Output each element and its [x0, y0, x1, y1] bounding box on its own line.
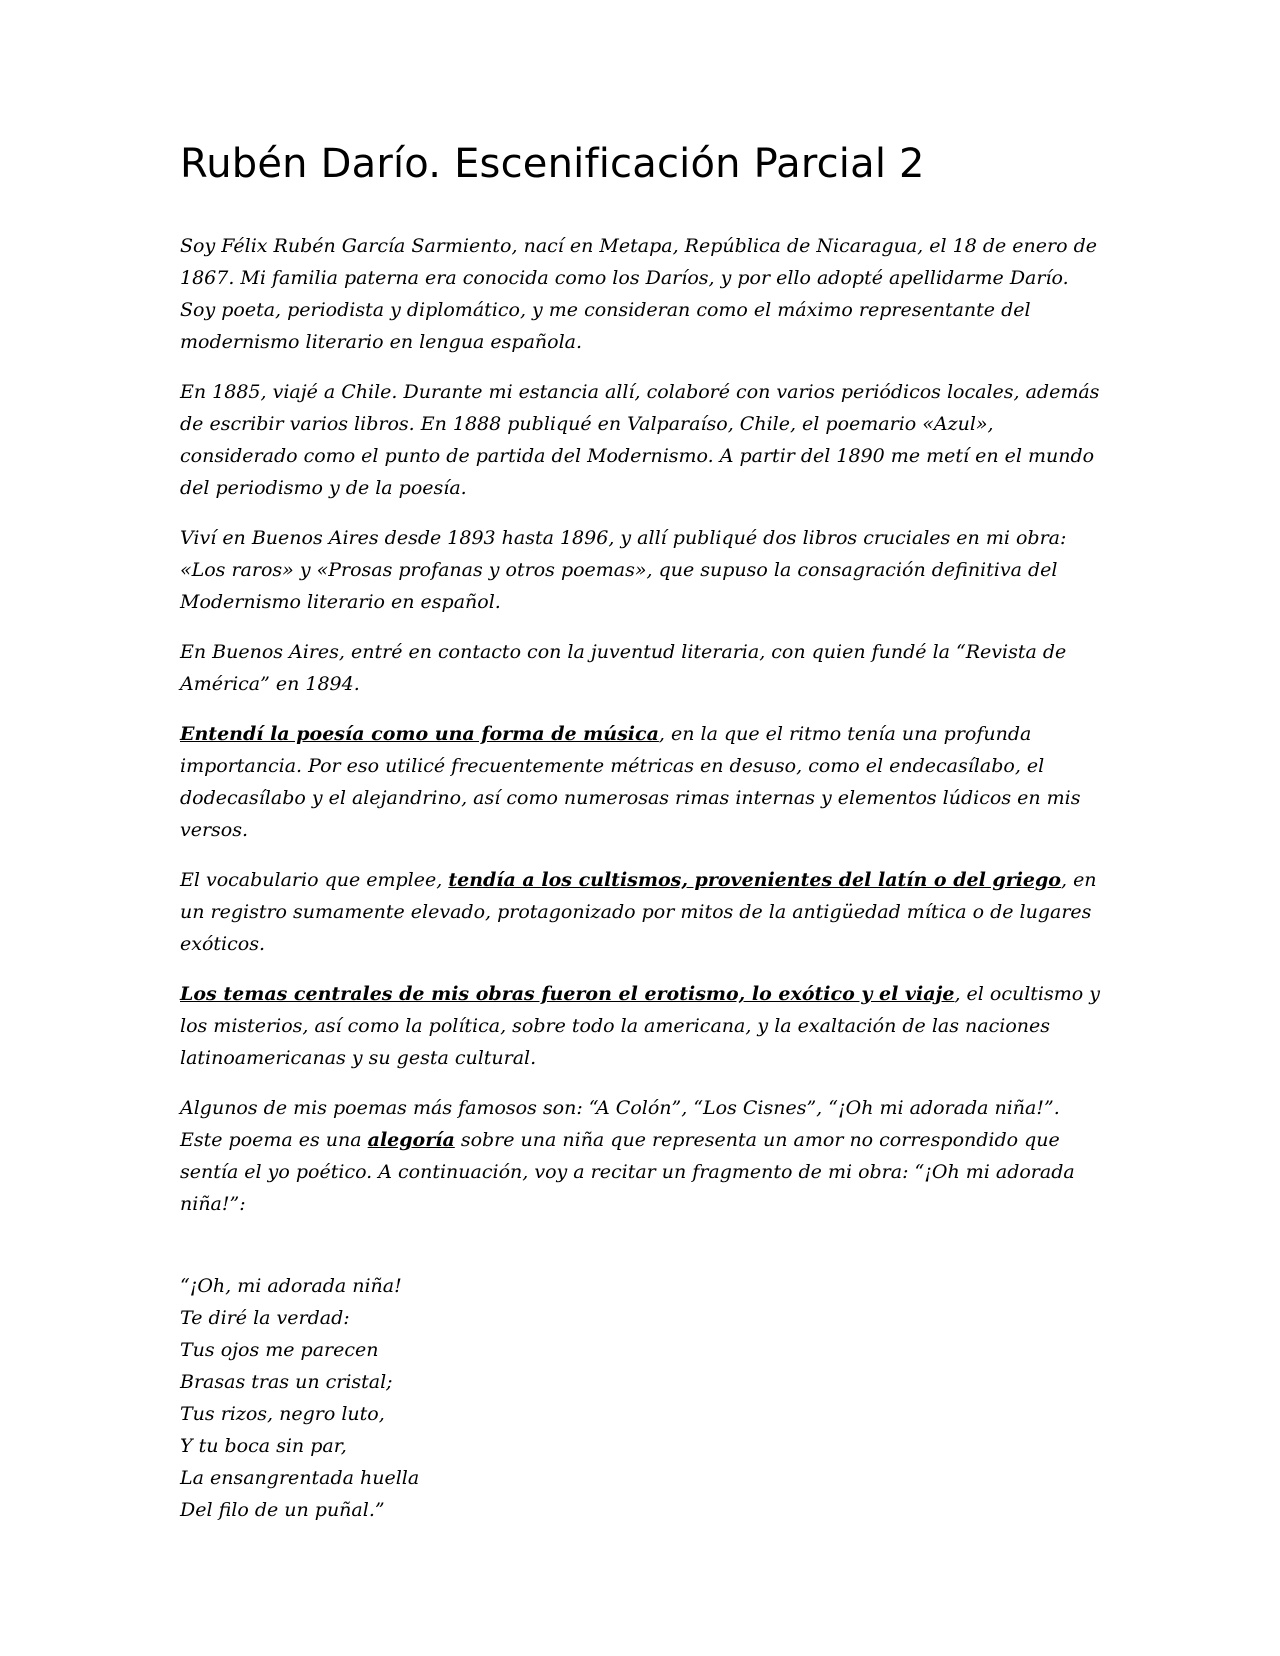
document-page — [180, 140, 1100, 1526]
page-title: Rubén Darío. Escenificación Parcial 2 — [180, 141, 925, 187]
paragraph-text: Soy Félix Rubén García Sarmiento, nací en Metapa, República de Nicaragua, el 18 de enero de 1867. Mi familia paterna era conocida como los Daríos, y por ello adopté apellidarme Darío. Soy poeta, periodista y diplomático, y me consideran como el máximo representante del modernismo literario en lengua española. — [180, 235, 1097, 353]
paragraph-text: , en un registro sumamente elevado, protagonizado por mitos de la antigüedad mítica o de lugares exóticos. — [180, 869, 1097, 955]
poem-line: La ensangrentada huella — [180, 1467, 420, 1489]
paragraph-bold-text: alegoría — [367, 1129, 455, 1151]
paragraph-bold-text: tendía a los cultismos, provenientes del latín o del griego — [448, 869, 1061, 891]
paragraph-text: , en la que el ritmo tenía una profunda importancia. Por eso utilicé frecuentemente métricas en desuso, como el endecasílabo, el dodecasílabo y el alejandrino, así como numerosas rimas internas y elementos lúdicos en mis versos. — [180, 723, 1081, 841]
poem-line: Y tu boca sin par, — [180, 1435, 347, 1457]
paragraph-text: sobre una niña que representa un amor no correspondido que sentía el yo poético. A continuación, voy a recitar un fragmento de mi obra: “¡Oh mi adorada niña!”: — [180, 1129, 1075, 1215]
paragraph-text: , el ocultismo y los misterios, así como la política, sobre todo la americana, y la exaltación de las naciones latinoamericanas y su gesta cultural. — [180, 983, 1100, 1069]
paragraph-text-before: Algunos de mis poemas más famosos son: “A Colón”, “Los Cisnes”, “¡Oh mi adorada niña!”. Este poema es una — [180, 1097, 1060, 1151]
poem-line: Tus rizos, negro luto, — [180, 1403, 385, 1425]
paragraph-temas — [180, 978, 1100, 1074]
poem-line: Brasas tras un cristal; — [180, 1371, 393, 1393]
paragraph-text: En 1885, viajé a Chile. Durante mi estancia allí, colaboré con varios periódicos locales, además de escribir varios libros. En 1888 publiqué en Valparaíso, Chile, el poemario «Azul», considerado como el punto de partida del Modernismo. A partir del 1890 me metí en el mundo del periodismo y de la poesía. — [180, 381, 1100, 499]
paragraph-bold-text: Entendí la poesía como una forma de música — [180, 723, 659, 745]
paragraph-intro — [180, 230, 1100, 358]
poem-fragment — [180, 1270, 1100, 1526]
paragraph-buenos-aires — [180, 522, 1100, 618]
paragraph-revista — [180, 636, 1100, 700]
poem-line: Tus ojos me parecen — [180, 1339, 379, 1361]
paragraph-text: Viví en Buenos Aires desde 1893 hasta 1896, y allí publiqué dos libros cruciales en mi obra: «Los raros» y «Prosas profanas y otros poemas», que supuso la consagración definitiva del Modernismo literario en español. — [180, 527, 1067, 613]
poem-line: “¡Oh, mi adorada niña! — [180, 1275, 402, 1297]
paragraph-text-before: El vocabulario que emplee, — [180, 869, 449, 891]
paragraph-chile — [180, 376, 1100, 504]
paragraph-poemas — [180, 1092, 1100, 1220]
poem-line: Del filo de un puñal.” — [180, 1499, 385, 1521]
paragraph-bold-text: Los temas centrales de mis obras fueron el erotismo, lo exótico y el viaje — [180, 983, 955, 1005]
paragraph-musica — [180, 718, 1100, 846]
paragraph-vocabulario — [180, 864, 1100, 960]
poem-line: Te diré la verdad: — [180, 1307, 350, 1329]
paragraph-text: En Buenos Aires, entré en contacto con la juventud literaria, con quien fundé la “Revista de América” en 1894. — [180, 641, 1067, 695]
